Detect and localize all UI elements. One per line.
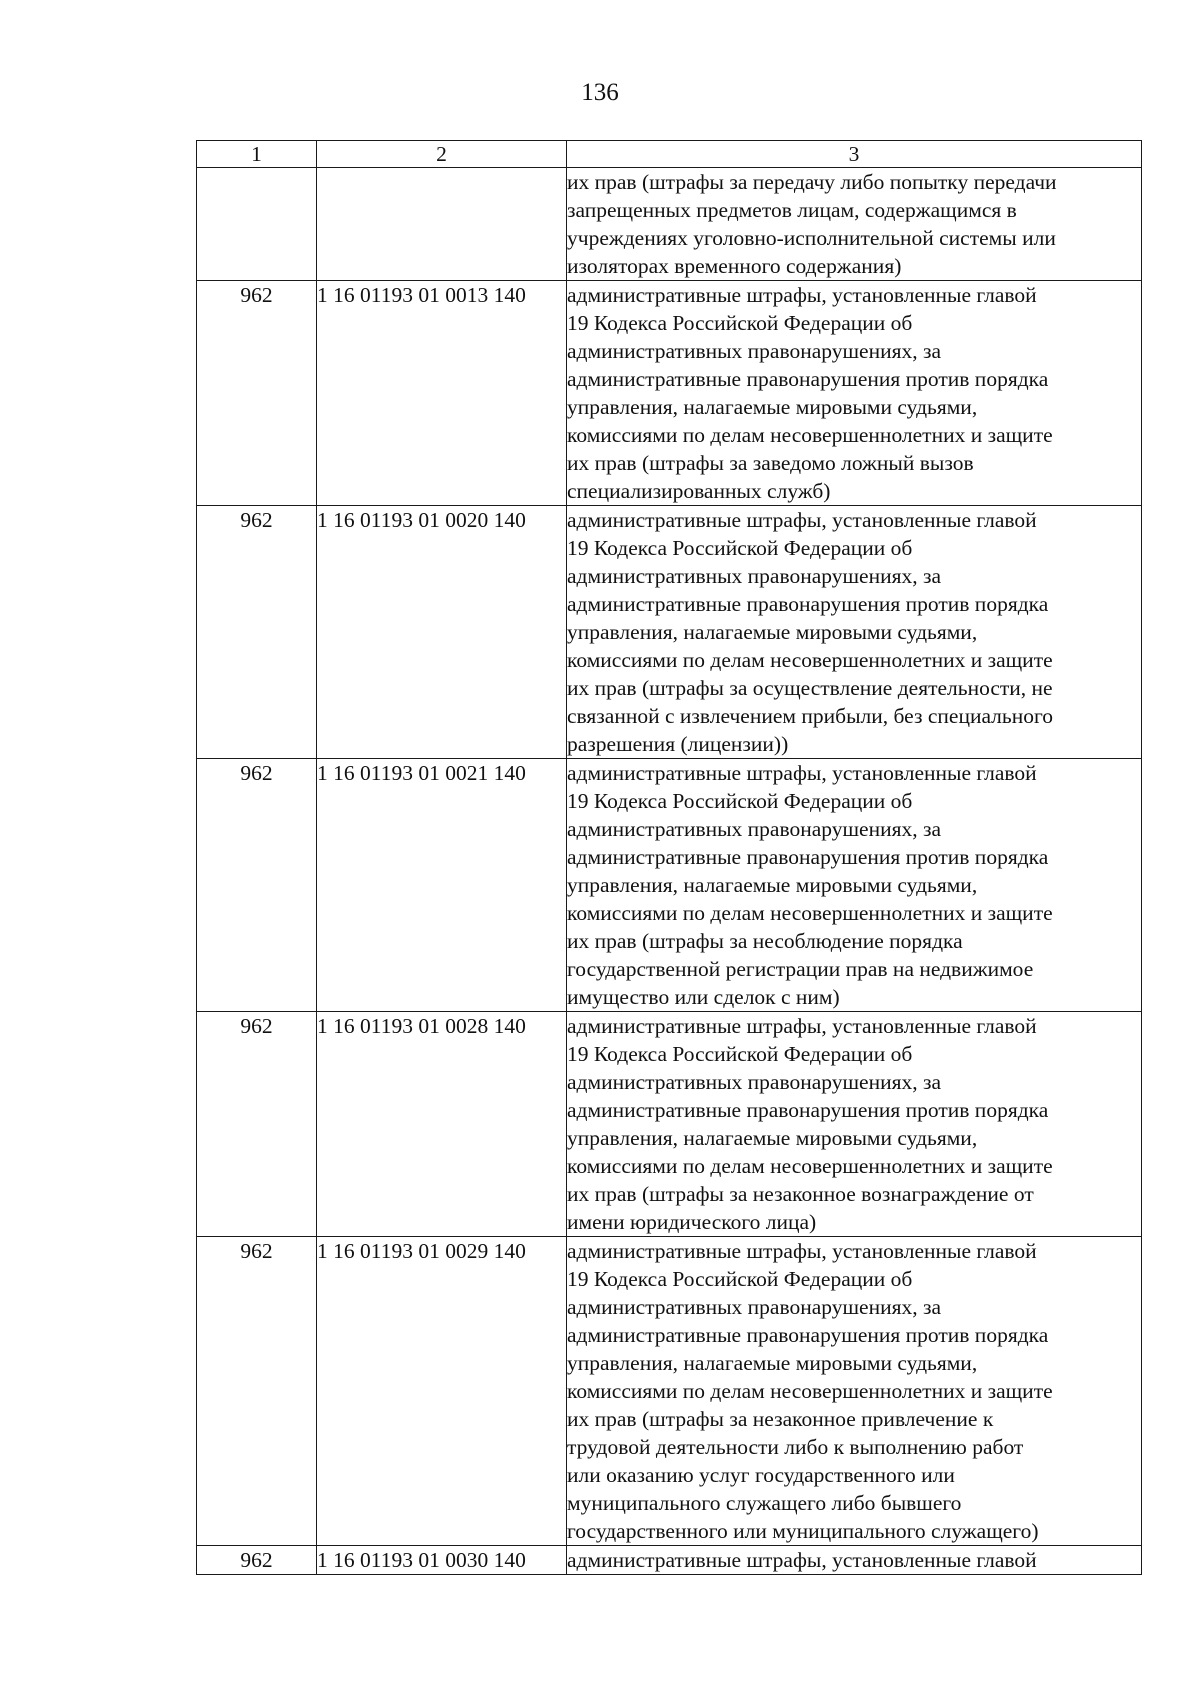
description-line: учреждениях уголовно-исполнительной системы или xyxy=(567,226,1056,250)
description-cell xyxy=(567,506,1142,759)
description-line: административные штрафы, установленные главой xyxy=(567,761,1037,785)
description-cell xyxy=(567,168,1142,281)
budget-classification-code-cell: 1 16 01193 01 0030 140 xyxy=(317,1546,567,1575)
description-line: административных правонарушениях, за xyxy=(567,339,942,363)
admin-code-cell: 962 xyxy=(197,1012,317,1237)
description-line: комиссиями по делам несовершеннолетних и защите xyxy=(567,901,1053,925)
description-line: 19 Кодекса Российской Федерации об xyxy=(567,311,913,335)
description-line: запрещенных предметов лицам, содержащимся в xyxy=(567,198,1017,222)
header-col-2: 2 xyxy=(317,141,567,168)
budget-classification-code-cell: 1 16 01193 01 0013 140 xyxy=(317,281,567,506)
description-line: имени юридического лица) xyxy=(567,1210,817,1234)
description-line: административные правонарушения против порядка xyxy=(567,1098,1049,1122)
description-line: административные штрафы, установленные главой xyxy=(567,1239,1037,1263)
description-cell xyxy=(567,1012,1142,1237)
description-line: имущество или сделок с ним) xyxy=(567,985,840,1009)
header-col-3: 3 xyxy=(567,141,1142,168)
description-cell xyxy=(567,281,1142,506)
description-line: 19 Кодекса Российской Федерации об xyxy=(567,789,913,813)
description-line: 19 Кодекса Российской Федерации об xyxy=(567,1042,913,1066)
header-row xyxy=(197,141,1142,168)
description-line: их прав (штрафы за заведомо ложный вызов xyxy=(567,451,974,475)
description-line: административных правонарушениях, за xyxy=(567,817,942,841)
admin-code-cell: 962 xyxy=(197,759,317,1012)
page-number: 136 xyxy=(581,79,619,106)
table-body xyxy=(197,168,1142,1575)
description-line: комиссиями по делам несовершеннолетних и защите xyxy=(567,1154,1053,1178)
description-line: административных правонарушениях, за xyxy=(567,1070,942,1094)
budget-classification-code-cell: 1 16 01193 01 0021 140 xyxy=(317,759,567,1012)
admin-code-cell: 962 xyxy=(197,281,317,506)
admin-code-cell: 962 xyxy=(197,1546,317,1575)
table-row xyxy=(197,281,1142,506)
description-line: их прав (штрафы за несоблюдение порядка xyxy=(567,929,963,953)
description-line: их прав (штрафы за незаконное вознаграждение от xyxy=(567,1182,1034,1206)
budget-classification-code-cell xyxy=(317,168,567,281)
description-line: или оказанию услуг государственного или xyxy=(567,1463,955,1487)
description-line: административные штрафы, установленные главой xyxy=(567,283,1037,307)
description-cell xyxy=(567,1546,1142,1575)
description-line: специализированных служб) xyxy=(567,479,831,503)
description-line: 19 Кодекса Российской Федерации об xyxy=(567,536,913,560)
description-line: их прав (штрафы за осуществление деятельности, не xyxy=(567,676,1053,700)
description-line: административные штрафы, установленные главой xyxy=(567,508,1037,532)
description-line: административных правонарушениях, за xyxy=(567,564,942,588)
description-line: 19 Кодекса Российской Федерации об xyxy=(567,1267,913,1291)
description-line: управления, налагаемые мировыми судьями, xyxy=(567,1126,978,1150)
revenue-codes-table xyxy=(196,140,1142,1575)
table-row xyxy=(197,506,1142,759)
description-line: административные правонарушения против порядка xyxy=(567,592,1049,616)
description-line: трудовой деятельности либо к выполнению работ xyxy=(567,1435,1024,1459)
description-line: управления, налагаемые мировыми судьями, xyxy=(567,873,978,897)
description-line: государственной регистрации прав на недвижимое xyxy=(567,957,1034,981)
description-line: управления, налагаемые мировыми судьями, xyxy=(567,395,978,419)
budget-classification-code-cell: 1 16 01193 01 0028 140 xyxy=(317,1012,567,1237)
admin-code-cell: 962 xyxy=(197,1237,317,1546)
table-row xyxy=(197,168,1142,281)
table-row xyxy=(197,1012,1142,1237)
description-line: связанной с извлечением прибыли, без специального xyxy=(567,704,1054,728)
budget-classification-code-cell: 1 16 01193 01 0020 140 xyxy=(317,506,567,759)
description-line: комиссиями по делам несовершеннолетних и защите xyxy=(567,423,1053,447)
description-line: административные штрафы, установленные главой xyxy=(567,1548,1037,1572)
table-row xyxy=(197,759,1142,1012)
description-line: управления, налагаемые мировыми судьями, xyxy=(567,1351,978,1375)
table-row xyxy=(197,1546,1142,1575)
description-line: административные правонарушения против порядка xyxy=(567,367,1049,391)
description-line: их прав (штрафы за незаконное привлечение к xyxy=(567,1407,994,1431)
description-line: комиссиями по делам несовершеннолетних и защите xyxy=(567,1379,1053,1403)
table-row xyxy=(197,1237,1142,1546)
description-line: изоляторах временного содержания) xyxy=(567,254,902,278)
description-line: муниципального служащего либо бывшего xyxy=(567,1491,962,1515)
description-line: административные штрафы, установленные главой xyxy=(567,1014,1037,1038)
description-line: комиссиями по делам несовершеннолетних и защите xyxy=(567,648,1053,672)
header-col-1: 1 xyxy=(197,141,317,168)
description-cell xyxy=(567,1237,1142,1546)
description-line: их прав (штрафы за передачу либо попытку передачи xyxy=(567,170,1057,194)
description-line: административные правонарушения против порядка xyxy=(567,845,1049,869)
description-line: административные правонарушения против порядка xyxy=(567,1323,1049,1347)
description-line: административных правонарушениях, за xyxy=(567,1295,942,1319)
admin-code-cell: 962 xyxy=(197,506,317,759)
budget-classification-code-cell: 1 16 01193 01 0029 140 xyxy=(317,1237,567,1546)
description-line: управления, налагаемые мировыми судьями, xyxy=(567,620,978,644)
description-line: государственного или муниципального служащего) xyxy=(567,1519,1039,1543)
admin-code-cell xyxy=(197,168,317,281)
description-cell xyxy=(567,759,1142,1012)
description-line: разрешения (лицензии)) xyxy=(567,732,789,756)
